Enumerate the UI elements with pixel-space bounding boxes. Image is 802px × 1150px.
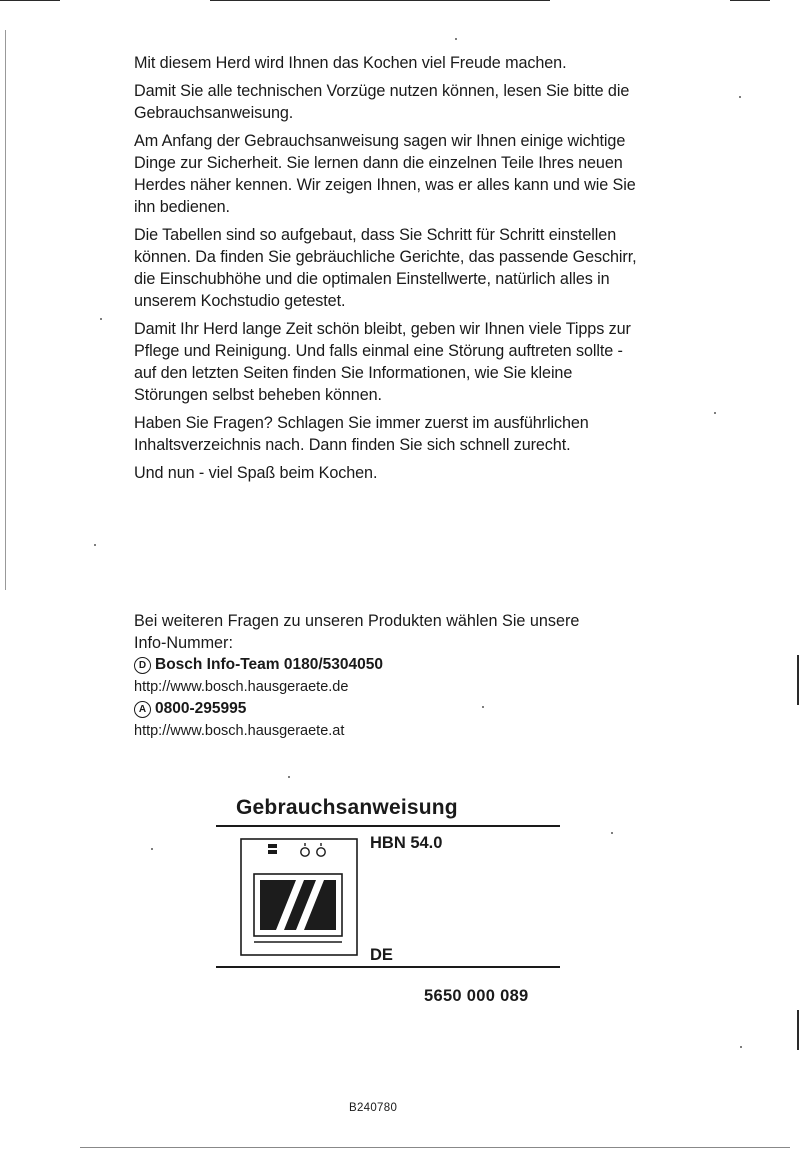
intro-paragraph: Die Tabellen sind so aufgebaut, dass Sie Schritt für Schritt einstellen können. Da finden Sie gebräuchliche Gerichte, das passende Geschirr, die Einschubhöhe und die optimalen Einstellwerte, natürlich alles in unserem Kochstudio getestet. — [134, 226, 637, 310]
manual-title: Gebrauchsanweisung — [236, 796, 458, 819]
scan-speck — [151, 848, 153, 850]
oven-icon — [240, 838, 358, 958]
scan-speck — [288, 776, 290, 778]
scan-speck — [714, 412, 716, 414]
country-badge-germany: D — [134, 657, 151, 674]
scan-speck — [100, 318, 102, 320]
intro-paragraph: Damit Ihr Herd lange Zeit schön bleibt, geben wir Ihnen viele Tipps zur Pflege und Reinigung. Und falls einmal eine Störung auftreten sollte - auf den letzten Seiten finden Sie Informationen, wie Sie kleine Störungen selbst beheben können. — [134, 320, 631, 404]
bottom-rule — [216, 966, 560, 968]
scan-speck — [94, 544, 96, 546]
intro-paragraph: Damit Sie alle technischen Vorzüge nutzen können, lesen Sie bitte die Gebrauchsanweisung. — [134, 82, 630, 122]
model-number: HBN 54.0 — [370, 834, 443, 852]
intro-paragraph: Am Anfang der Gebrauchsanweisung sagen wir Ihnen einige wichtige Dinge zur Sicherheit. Sie lernen dann die einzelnen Teile Ihres neuen Herdes näher kennen. Wir zeigen Ihnen, was er alles kann und wie Sie ihn bedienen. — [134, 132, 636, 216]
scan-edge-top — [0, 0, 60, 1]
austria-website-link[interactable]: http://www.bosch.hausgeraete.at — [134, 723, 345, 739]
scan-edge-right — [797, 655, 799, 705]
scan-edge-left — [5, 30, 6, 590]
austria-hotline-number: 0800-295995 — [155, 700, 247, 717]
intro-text — [134, 52, 644, 490]
intro-paragraph: Und nun - viel Spaß beim Kochen. — [134, 464, 378, 482]
scan-speck — [611, 832, 613, 834]
scan-speck — [739, 96, 741, 98]
scan-edge-top — [210, 0, 550, 1]
part-number: 5650 000 089 — [424, 987, 529, 1005]
scan-edge-top — [730, 0, 770, 1]
germany-website-link[interactable]: http://www.bosch.hausgeraete.de — [134, 679, 349, 695]
germany-hotline-number: Bosch Info-Team 0180/5304050 — [155, 656, 384, 673]
germany-hotline — [134, 654, 634, 676]
scan-speck — [455, 38, 457, 40]
print-code: B240780 — [349, 1102, 398, 1114]
scan-speck — [740, 1046, 742, 1048]
language-code: DE — [370, 946, 393, 964]
intro-paragraph: Haben Sie Fragen? Schlagen Sie immer zuerst im ausführlichen Inhaltsverzeichnis nach. Dann finden Sie sich schnell zurecht. — [134, 414, 589, 454]
scan-edge-bottom — [80, 1147, 790, 1148]
title-rule — [216, 825, 560, 827]
austria-hotline — [134, 698, 634, 720]
scan-edge-right — [797, 1010, 799, 1050]
contact-block — [134, 610, 634, 742]
intro-paragraph: Mit diesem Herd wird Ihnen das Kochen viel Freude machen. — [134, 54, 567, 72]
contact-intro: Bei weiteren Fragen zu unseren Produkten wählen Sie unsere Info-Nummer: — [134, 612, 580, 652]
country-badge-austria: A — [134, 701, 151, 718]
